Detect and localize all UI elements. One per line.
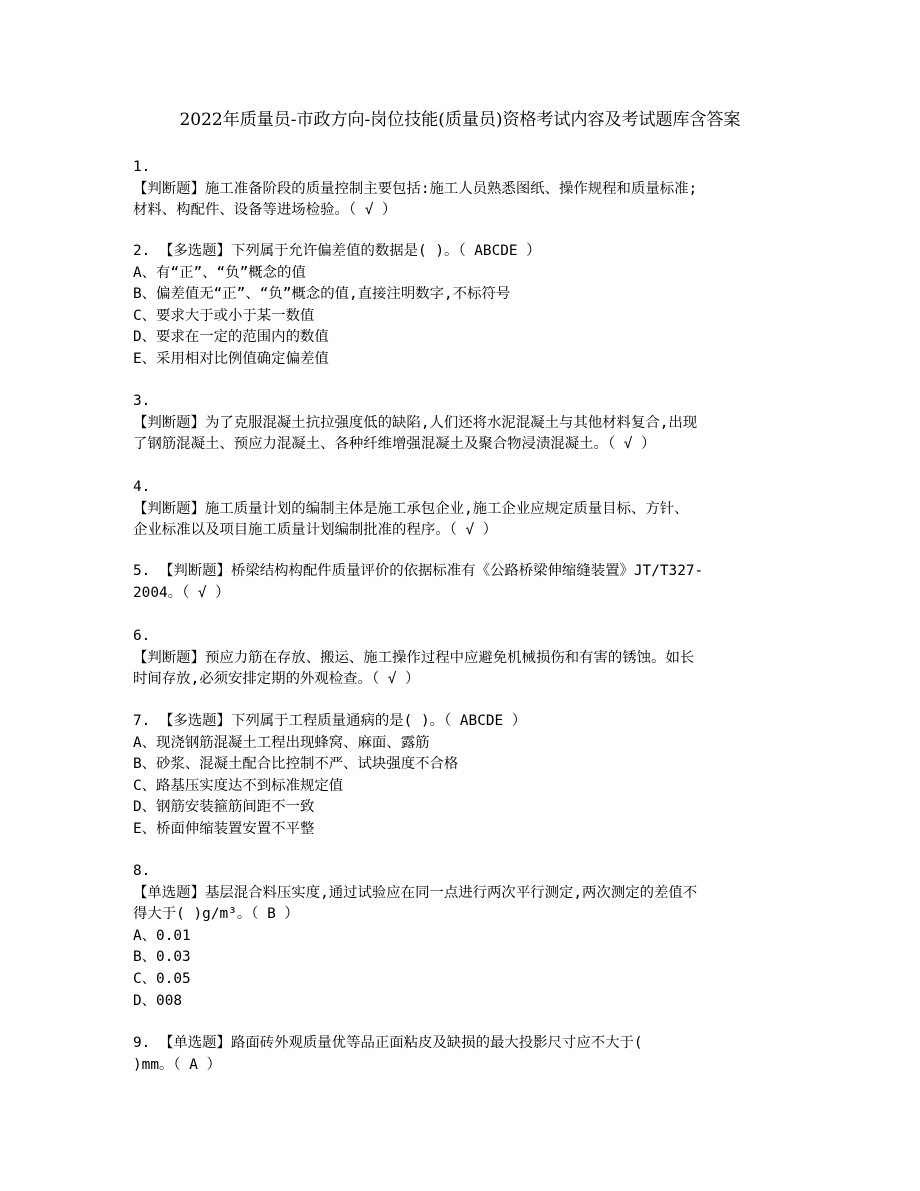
- question-text: 了钢筋混凝土、预应力混凝土、各种纤维增强混凝土及聚合物浸渍混凝土。（ √ ）: [133, 436, 656, 453]
- question-7: [133, 711, 793, 841]
- question-text: 【判断题】施工准备阶段的质量控制主要包括:施工人员熟悉图纸、操作规程和质量标准;: [133, 180, 698, 197]
- question-text: )mm。（ A ）: [133, 1056, 221, 1073]
- question-text: 【单选题】基层混合料压实度,通过试验应在同一点进行两次平行测定,两次测定的差值不: [133, 884, 698, 901]
- question-number: 3.: [133, 393, 151, 409]
- question-text: 得大于( )g/m³。（ B ）: [133, 906, 299, 923]
- question-number: 8.: [133, 863, 151, 879]
- option: B、0.03: [133, 949, 191, 966]
- question-text: 7. 【多选题】下列属于工程质量通病的是( )。（ ABCDE ）: [133, 713, 527, 729]
- question-6: [133, 626, 793, 691]
- question-4: [133, 477, 793, 542]
- option: C、路基压实度达不到标准规定值: [133, 777, 344, 794]
- question-text: 2. 【多选题】下列属于允许偏差值的数据是( )。（ ABCDE ）: [133, 243, 541, 259]
- question-8: [133, 861, 793, 1012]
- option: E、采用相对比例值确定偏差值: [133, 350, 329, 367]
- option: C、0.05: [133, 970, 191, 987]
- question-2: [133, 241, 793, 371]
- question-text: 【判断题】预应力筋在存放、搬运、施工操作过程中应避免机械损伤和有害的锈蚀。如长: [133, 649, 695, 666]
- question-text: 企业标准以及项目施工质量计划编制批准的程序。（ √ ）: [133, 522, 498, 539]
- question-1: [133, 157, 793, 222]
- option: E、桥面伸缩装置安置不平整: [133, 820, 315, 837]
- option: C、要求大于或小于某一数值: [133, 307, 315, 324]
- page-title: 2022年质量员-市政方向-岗位技能(质量员)资格考试内容及考试题库含答案: [179, 110, 741, 130]
- option: A、0.01: [133, 927, 191, 944]
- option: B、偏差值无“正”、“负”概念的值,直接注明数字,不标符号: [133, 286, 511, 303]
- question-number: 6.: [133, 628, 151, 644]
- option: D、008: [133, 992, 183, 1009]
- question-text: 时间存放,必须安排定期的外观检查。（ √ ）: [133, 671, 420, 688]
- option: D、要求在一定的范围内的数值: [133, 329, 329, 346]
- question-9: [133, 1033, 793, 1076]
- question-3: [133, 391, 793, 456]
- question-number: 1.: [133, 159, 151, 175]
- question-text: 【判断题】为了克服混凝土抗拉强度低的缺陷,人们还将水泥混凝土与其他材料复合,出现: [133, 414, 698, 431]
- question-text: 9. 【单选题】路面砖外观质量优等品正面粘皮及缺损的最大投影尺寸应不大于(: [133, 1035, 643, 1051]
- question-text: 【判断题】施工质量计划的编制主体是施工承包企业,施工企业应规定质量目标、方针、: [133, 500, 689, 517]
- question-text: 5. 【判断题】桥梁结构构配件质量评价的依据标准有《公路桥梁伸缩缝装置》JT/T327-: [133, 563, 704, 579]
- option: B、砂浆、混凝土配合比控制不严、试块强度不合格: [133, 756, 459, 773]
- question-text: 材料、构配件、设备等进场检验。（ √ ）: [133, 202, 397, 219]
- question-5: [133, 561, 793, 604]
- option: D、钢筋安装箍筋间距不一致: [133, 799, 315, 816]
- option: A、现浇钢筋混凝土工程出现蜂窝、麻面、露筋: [133, 734, 430, 751]
- option: A、有“正”、“负”概念的值: [133, 264, 306, 281]
- question-number: 4.: [133, 479, 151, 495]
- question-text: 2004。（ √ ）: [133, 584, 230, 601]
